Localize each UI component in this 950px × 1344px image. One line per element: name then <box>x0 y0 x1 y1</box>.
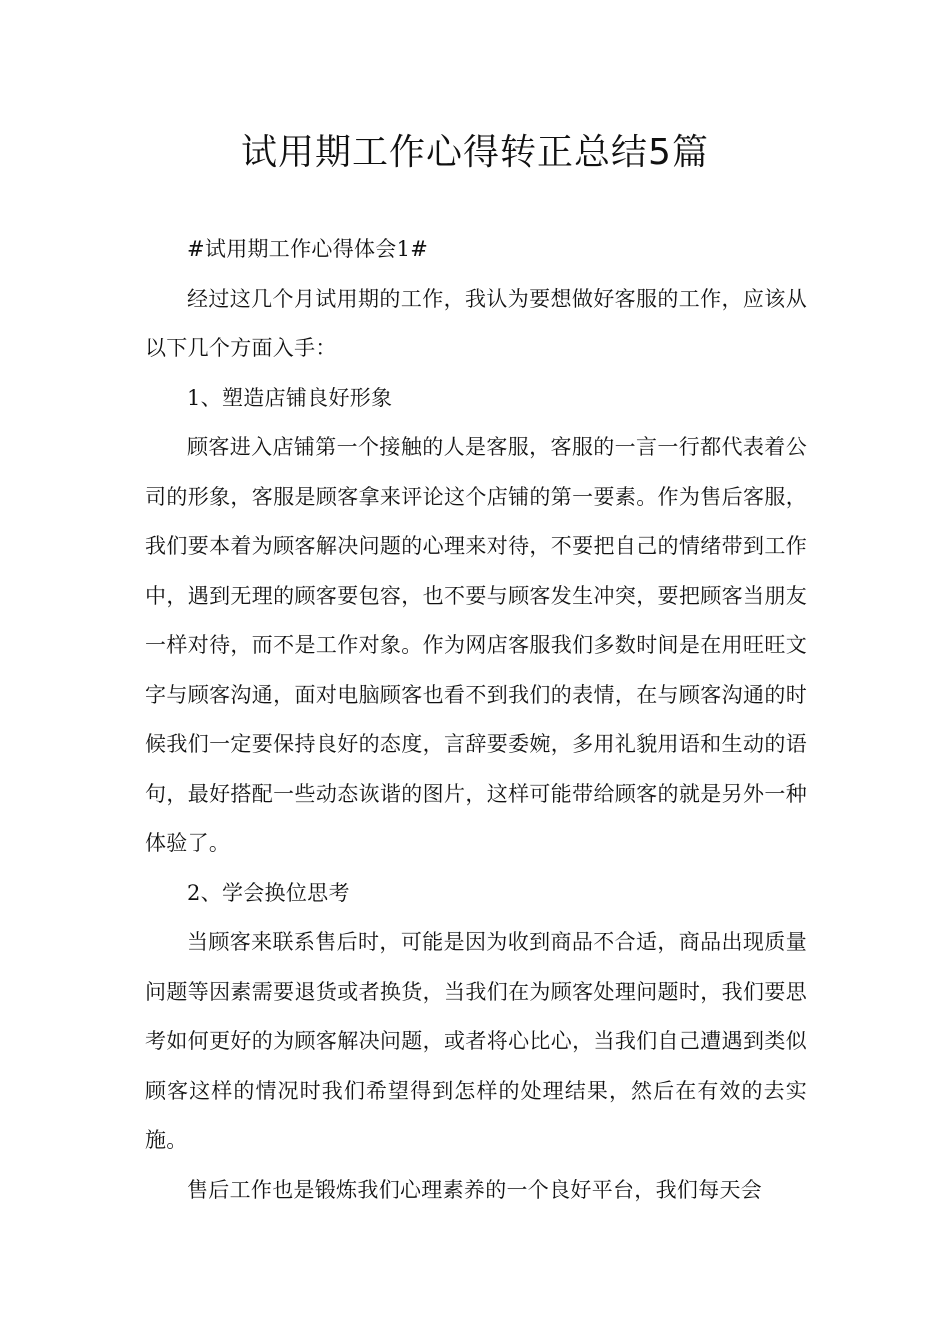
document-title: 试用期工作心得转正总结5篇 <box>241 132 709 173</box>
section-heading-1: #试用期工作心得体会1# <box>187 237 429 261</box>
subheading-1: 1、塑造店铺良好形象 <box>187 385 393 410</box>
paragraph-intro: 经过这几个月试用期的工作，我认为要想做好客服的工作，应该从以下几个方面入手： <box>145 286 807 360</box>
paragraph-1: 顾客进入店铺第一个接触的人是客服，客服的一言一行都代表着公司的形象，客服是顾客拿来评论这个店铺的第一要素。作为售后客服，我们要本着为顾客解决问题的心理来对待，不要把自己的情绪带到工作中，遇到无理的顾客要包容，也不要与顾客发生冲突，要把顾客当朋友一样对待，而不是工作对象。作为网店客服我们多数时间是在用旺旺文字与顾客沟通，面对电脑顾客也看不到我们的表情，在与顾客沟通的时候我们一定要保持良好的态度，言辞要委婉，多用礼貌用语和生动的语句，最好搭配一些动态诙谐的图片，这样可能带给顾客的就是另外一种体验了。 <box>145 435 807 855</box>
document-body <box>145 225 807 1215</box>
paragraph-2: 当顾客来联系售后时，可能是因为收到商品不合适，商品出现质量问题等因素需要退货或者换货，当我们在为顾客处理问题时，我们要思考如何更好的为顾客解决问题，或者将心比心，当我们自己遭遇到类似顾客这样的情况时我们希望得到怎样的处理结果，然后在有效的去实施。 <box>145 930 807 1152</box>
paragraph-3: 售后工作也是锻炼我们心理素养的一个良好平台，我们每天会 <box>187 1177 763 1202</box>
subheading-2: 2、学会换位思考 <box>187 880 350 905</box>
